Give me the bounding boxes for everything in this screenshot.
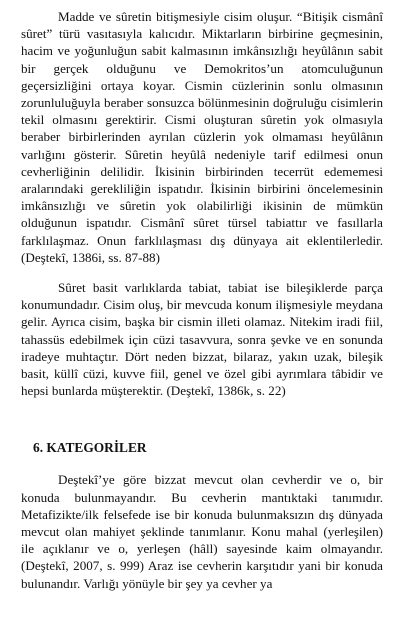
document-page [21,8,383,592]
paragraph-body-3: Deştekî’ye göre bizzat mevcut olan cevherdir ve o, bir konuda bulunmayandır. Bu cevherin mantıktaki tanımıdır. Metafizikte/ilk felsefede ise bir konuda bulunmaksızın dış dünyada mevcut olan mahiyet şeklinde tanımlanır. Konu mahal (yerleşilen) ile açıklanır ve o, yerleşen (hâll) sayesinde kaim olmayandır.(Deştekî, 2007, s. 999) Araz ise cevherin karşıtıdır yani bir konuda bulunandır. Varlığı yönüyle bir şey ya cevher ya [21,472,383,591]
paragraph-body-2: Sûret basit varlıklarda tabiat, tabiat ise bileşiklerde parça konumundadır. Cisim oluş, bir mevcuda konum ilişmesiyle meydana gelir. Ayrıca cisim, başka bir cismin illeti olamaz. Nitekim iradi fiil, tahassüs edebilmek için cüzi tasavvura, sonra şevke ve en sonunda iradeye muhtaçtır. Dört neden bizzat, bilaraz, yakın uzak, bileşik basit, küllî cüzi, kuvve fiil, genel ve özel gibi ayrımlara tâbidir ve hepsi bunlarda müşterektir. (Deştekî, 1386k, s. 22) [21,280,383,399]
paragraph-body-1: Madde ve sûretin bitişmesiyle cisim oluşur. “Bitişik cismânî sûret” türü vasıtasıyla kalıcıdır. Miktarların birbirine geçmesinin, hacim ve yoğunluğun sabit kalmasının imkânsızlığı heyûlânın sabit bir gerçek olduğunu ve Demokritos’un atomculuğunun geçersizliğini ortaya koyar. Cismin cüzlerinin sonlu olmasının zorunluluğuyla beraber sonsuzca bölünmesinin doğruluğu cisimlerin tekil olmasını gerektirir. Cismi oluşturan sûretin yok olmasıyla beraber birbirlerinden ayrılan cüzlerin yok olmaması heyûlânın varlığını gösterir. Sûretin heyûlâ nedeniyle tarif edilmesi onun cevherliğinin delilidir. İkisinin birbirinden tecerrüt edememesi aralarındaki gerekliliğin ispatıdır. İkisinin birbirini öncelemesinin imkânsızlığı ve sûretin yok olabilirliği ikisinin de mümkün olduğunun ispatıdır. Cismânî sûret türsel tabiattır ve fasıllarla farklılaşmaz. Onun farklılaşması dış dünyaya ait eklentilerledir. (Deştekî, 1386i, ss. 87-88) [21,9,383,265]
section-heading: 6. KATEGORİLER [33,440,147,456]
